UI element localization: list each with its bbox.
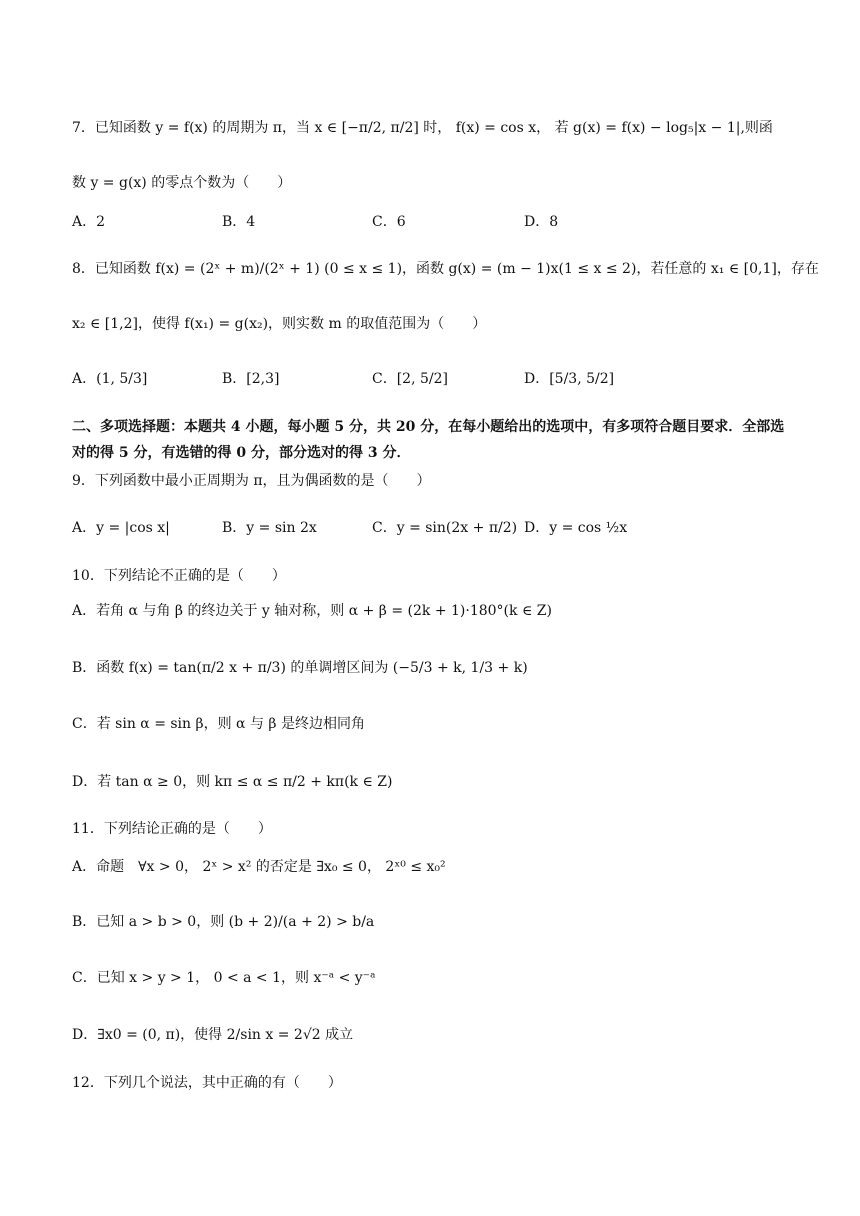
q8-option-b: B．[2,3] [222, 371, 280, 387]
q10-option-b: B．函数 f(x) = tan(π/2 x + π/3) 的单调增区间为 (−5/3 + k, 1/3 + k) [72, 660, 528, 676]
q7-option-d: D．8 [524, 214, 559, 230]
q7-option-b: B．4 [222, 214, 256, 230]
q9-option-a: A．y = |cos x| [72, 520, 170, 536]
q7-option-c: C．6 [372, 214, 406, 230]
q11-option-d: D．∃x0 = (0, π)，使得 2/sin x = 2√2 成立 [72, 1027, 354, 1043]
q10-option-c: C．若 sin α = sin β，则 α 与 β 是终边相同角 [72, 716, 365, 732]
q8-option-a: A．(1, 5/3] [72, 371, 148, 387]
q11-option-a: A．命题 ∀x > 0， 2ˣ > x² 的否定是 ∃x₀ ≤ 0， 2ˣ⁰ ≤ x₀² [72, 859, 446, 875]
q9-option-d: D．y = cos ½x [524, 520, 628, 536]
q10-option-a: A．若角 α 与角 β 的终边关于 y 轴对称，则 α + β = (2k + 1)·180°(k ∈ Z) [72, 603, 552, 619]
q12-stem: 12．下列几个说法，其中正确的有（ ） [72, 1075, 342, 1091]
q11-option-b: B．已知 a > b > 0，则 (b + 2)/(a + 2) > b/a [72, 914, 375, 930]
section-2-heading: 二、多项选择题：本题共 4 小题，每小题 5 分，共 20 分，在每小题给出的选项中，有多项符合题目要求．全部选对的得 5 分，有选错的得 0 分，部分选对的得 3 分． [72, 419, 785, 461]
q10-option-d: D．若 tan α ≥ 0，则 kπ ≤ α ≤ π/2 + kπ(k ∈ Z) [72, 774, 393, 790]
q8-stem-line2: x₂ ∈ [1,2]，使得 f(x₁) = g(x₂)，则实数 m 的取值范围为（ ） [72, 316, 487, 332]
q11-option-c: C．已知 x > y > 1， 0 < a < 1，则 x⁻ᵃ < y⁻ᵃ [72, 970, 376, 986]
q7-option-a: A．2 [72, 214, 106, 230]
q7-stem-line1: 7．已知函数 y = f(x) 的周期为 π，当 x ∈ [−π/2, π/2] 时， f(x) = cos x， 若 g(x) = f(x) − log₅|x − 1|,则函 [72, 120, 773, 136]
q9-option-c: C．y = sin(2x + π/2) [372, 520, 518, 536]
q8-option-d: D．[5/3, 5/2] [524, 371, 615, 387]
q11-stem: 11．下列结论正确的是（ ） [72, 821, 272, 837]
q8-stem-line1: 8．已知函数 f(x) = (2ˣ + m)/(2ˣ + 1) (0 ≤ x ≤ 1)，函数 g(x) = (m − 1)x(1 ≤ x ≤ 2)，若任意的 x₁ ∈ [0,1]，存在 [72, 261, 819, 277]
q9-stem: 9．下列函数中最小正周期为 π，且为偶函数的是（ ） [72, 473, 431, 489]
q10-stem: 10．下列结论不正确的是（ ） [72, 568, 286, 584]
q8-option-c: C．[2, 5/2] [372, 371, 448, 387]
q7-stem-line2: 数 y = g(x) 的零点个数为（ ） [72, 175, 292, 191]
q9-option-b: B．y = sin 2x [222, 520, 317, 536]
